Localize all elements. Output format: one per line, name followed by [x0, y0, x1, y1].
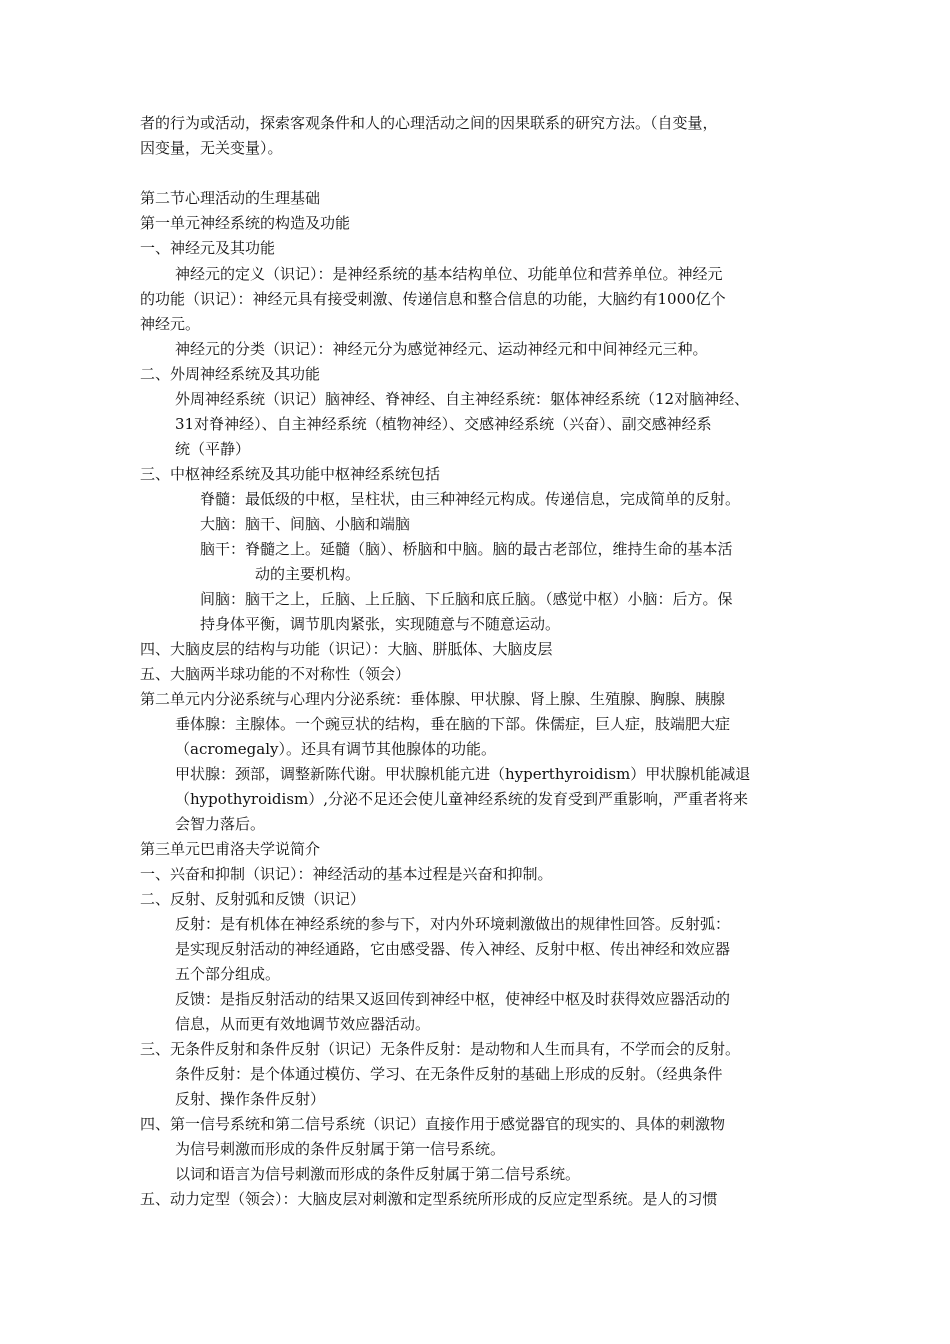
text-line: 神经元。: [140, 315, 201, 333]
text-line: 甲状腺：颈部，调整新陈代谢。甲状腺机能亢进（hyperthyroidism）甲状腺机能减退: [175, 765, 751, 783]
list-heading: 三、无条件反射和条件反射（识记）无条件反射：是动物和人生而具有，不学而会的反射。: [140, 1040, 741, 1058]
text-line: 反馈：是指反射活动的结果又返回传到神经中枢，使神经中枢及时获得效应器活动的: [175, 990, 731, 1008]
text-line: 31对脊神经）、自主神经系统（植物神经）、交感神经系统（兴奋）、副交感神经系: [175, 415, 712, 433]
text-line: 神经元的定义（识记）：是神经系统的基本结构单位、功能单位和营养单位。神经元: [175, 265, 723, 283]
text-line: 是实现反射活动的神经通路，它由感受器、传入神经、反射中枢、传出神经和效应器: [175, 940, 731, 958]
list-heading: 一、神经元及其功能: [140, 239, 276, 257]
text-line: 会智力落后。: [175, 815, 266, 833]
text-line: 大脑：脑干、间脑、小脑和端脑: [200, 515, 411, 533]
text-line: 的功能（识记）：神经元具有接受刺激、传递信息和整合信息的功能，大脑约有1000亿个: [140, 290, 726, 308]
text-line: 条件反射：是个体通过模仿、学习、在无条件反射的基础上形成的反射。（经典条件: [175, 1065, 723, 1083]
list-heading: 一、兴奋和抑制（识记）：神经活动的基本过程是兴奋和抑制。: [140, 865, 553, 883]
unit-heading: 第二单元内分泌系统与心理内分泌系统：垂体腺、甲状腺、肾上腺、生殖腺、胸腺、胰腺: [140, 690, 726, 708]
section-heading: 第二节心理活动的生理基础: [140, 189, 321, 207]
list-heading: 二、外周神经系统及其功能: [140, 365, 321, 383]
text-line: 反射：是有机体在神经系统的参与下，对内外环境刺激做出的规律性回答。反射弧：: [175, 915, 731, 933]
list-heading: 五、动力定型（领会）：大脑皮层对刺激和定型系统所形成的反应定型系统。是人的习惯: [140, 1190, 718, 1208]
text-line: 垂体腺：主腺体。一个豌豆状的结构，垂在脑的下部。侏儒症，巨人症，肢端肥大症: [175, 715, 731, 733]
text-line: 反射、操作条件反射）: [175, 1090, 326, 1108]
list-heading: 四、大脑皮层的结构与功能（识记）：大脑、胼胝体、大脑皮层: [140, 640, 553, 658]
text-line: 脊髓：最低级的中枢，呈柱状，由三种神经元构成。传递信息，完成简单的反射。: [200, 490, 741, 508]
text-line: 神经元的分类（识记）：神经元分为感觉神经元、运动神经元和中间神经元三种。: [175, 340, 708, 358]
list-heading: 四、第一信号系统和第二信号系统（识记）直接作用于感觉器官的现实的、具体的刺激物: [140, 1115, 726, 1133]
list-heading: 二、反射、反射弧和反馈（识记）: [140, 890, 366, 908]
text-line: 以词和语言为信号刺激而形成的条件反射属于第二信号系统。: [175, 1165, 581, 1183]
text-line: 动的主要机构。: [255, 565, 361, 583]
text-line: （hypothyroidism）,分泌不足还会使儿童神经系统的发育受到严重影响，严重者将来: [175, 790, 749, 808]
text-line: 外周神经系统（识记）脑神经、脊神经、自主神经系统：躯体神经系统（12对脑神经、: [175, 390, 750, 408]
unit-heading: 第一单元神经系统的构造及功能: [140, 214, 351, 232]
unit-heading: 第三单元巴甫洛夫学说简介: [140, 840, 321, 858]
text-line: 因变量，无关变量）。: [140, 139, 283, 157]
text-line: 者的行为或活动，探索客观条件和人的心理活动之间的因果联系的研究方法。（自变量，: [140, 114, 718, 132]
text-line: 统（平静）: [175, 440, 251, 458]
list-heading: 三、中枢神经系统及其功能中枢神经系统包括: [140, 465, 441, 483]
text-line: 五个部分组成。: [175, 965, 281, 983]
list-heading: 五、大脑两半球功能的不对称性（领会）: [140, 665, 411, 683]
text-line: 脑干：脊髓之上。延髓（脑）、桥脑和中脑。脑的最古老部位，维持生命的基本活: [200, 540, 733, 558]
text-line: （acromegaly）。还具有调节其他腺体的功能。: [175, 740, 496, 758]
text-line: 持身体平衡，调节肌肉紧张，实现随意与不随意运动。: [200, 615, 561, 633]
text-line: 为信号刺激而形成的条件反射属于第一信号系统。: [175, 1140, 506, 1158]
text-line: 信息，从而更有效地调节效应器活动。: [175, 1015, 431, 1033]
text-line: 间脑：脑干之上，丘脑、上丘脑、下丘脑和底丘脑。（感觉中枢）小脑：后方。保: [200, 590, 733, 608]
